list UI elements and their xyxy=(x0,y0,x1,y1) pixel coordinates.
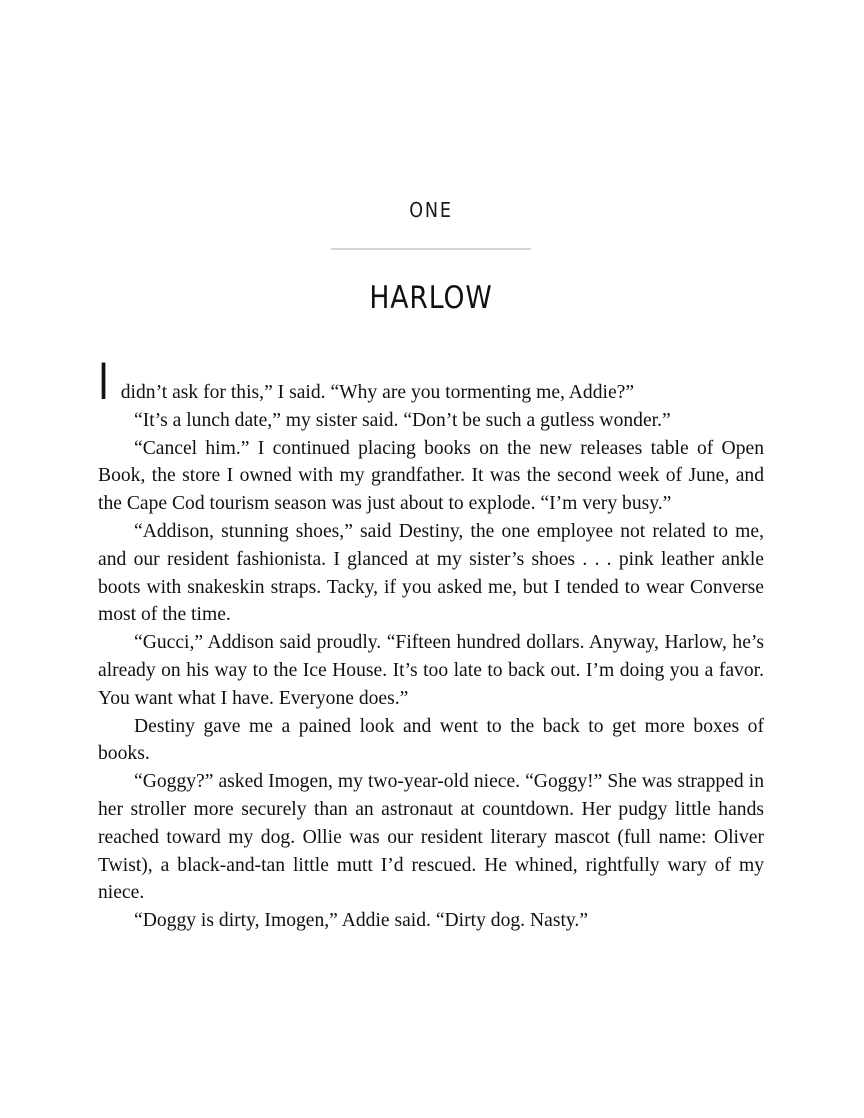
chapter-divider xyxy=(331,248,531,250)
paragraph-6: Destiny gave me a pained look and went to the back to get more boxes of books. xyxy=(98,715,764,765)
paragraph-5: “Gucci,” Addison said proudly. “Fifteen hundred dollars. Anyway, Harlow, he’s already on his way to the Ice House. It’s too late to back out. I’m doing you a favor. You want what I have. Everyone does.” xyxy=(98,632,764,709)
paragraph-4: “Addison, stunning shoes,” said Destiny, the one employee not related to me, and our resident fashionista. I glanced at my sister’s shoes . . . pink leather ankle boots with snakeskin straps. Tacky, if you asked me, but I tended to wear Converse most of the time. xyxy=(98,520,764,626)
chapter-number: ONE xyxy=(409,198,453,222)
chapter-body xyxy=(98,353,764,935)
paragraph-text: didn’t ask for this,” I said. “Why are you tormenting me, Addie?” xyxy=(120,382,635,403)
paragraph-2: “It’s a lunch date,” my sister said. “Don’t be such a gutless wonder.” xyxy=(134,409,671,431)
book-page xyxy=(98,0,764,1118)
paragraph-1 xyxy=(98,353,764,411)
paragraph-3: “Cancel him.” I continued placing books on the new releases table of Open Book, the store I owned with my grandfather. It was the second week of June, and the Cape Cod tourism season was just about to explode. “I’m very busy.” xyxy=(98,437,764,515)
drop-cap: I xyxy=(98,353,110,411)
chapter-title: HARLOW xyxy=(369,280,493,316)
paragraph-7: “Goggy?” asked Imogen, my two-year-old niece. “Goggy!” She was strapped in her stroller more securely than an astronaut at countdown. Her pudgy little hands reached toward my dog. Ollie was our resident literary mascot (full name: Oliver Twist), a black-and-tan little mutt I’d rescued. He whined, rightfully wary of my niece. xyxy=(98,771,764,904)
paragraph-8: “Doggy is dirty, Imogen,” Addie said. “Dirty dog. Nasty.” xyxy=(134,910,589,932)
